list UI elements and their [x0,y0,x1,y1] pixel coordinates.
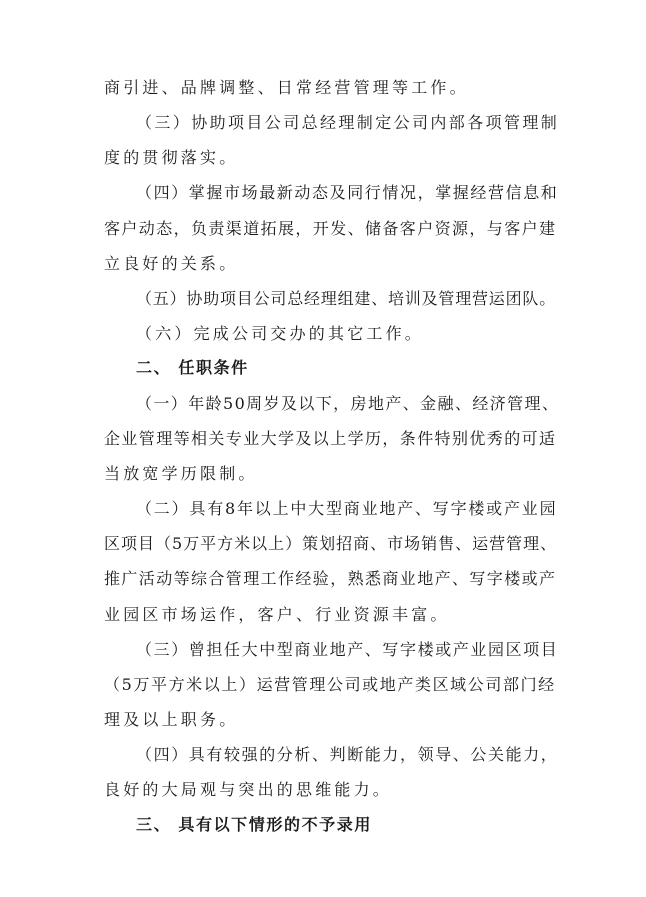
text-line: （四）具有较强的分析、判断能力，领导、公关能力， [136,745,559,764]
section-heading: 三、 具有以下情形的不予录用 [136,815,372,834]
text-line: （二）具有8年以上中大型商业地产、写字楼或产业园 [136,499,558,518]
text-line: 立良好的关系。 [104,254,239,273]
text-line: 区项目（5万平方米以上）策划招商、市场销售、运营管理、 [104,534,558,553]
text-line: 度的贯彻落实。 [104,148,239,167]
text-line: 企业管理等相关专业大学及以上学历，条件特别优秀的可适 [104,429,557,448]
text-line: （三）协助项目公司总经理制定公司内部各项管理制 [136,113,560,132]
text-line: （三）曾担任大中型商业地产、写字楼或产业园区项目 [136,640,559,659]
text-line: （一）年龄50周岁及以下，房地产、金融、经济管理、 [136,394,560,413]
text-line: （五）协助项目公司总经理组建、培训及管理营运团队。 [136,289,557,308]
text-line: （六）完成公司交办的其它工作。 [136,324,425,343]
text-line: 客户动态，负责渠道拓展，开发、储备客户资源，与客户建 [104,219,557,238]
section-heading: 二、 任职条件 [136,358,249,377]
text-line: （四）掌握市场最新动态及同行情况，掌握经营信息和 [136,183,559,202]
text-line: （5万平方米以上）运营管理公司或地产类区域公司部门经 [104,675,556,694]
text-line: 商引进、品牌调整、日常经营管理等工作。 [104,78,469,97]
text-line: 业园区市场运作，客户、行业资源丰富。 [104,605,450,624]
text-line: 推广活动等综合管理工作经验，熟悉商业地产、写字楼或产 [104,569,557,588]
text-line: 当放宽学历限制。 [104,464,258,483]
text-line: 理及以上职务。 [104,710,239,729]
text-line: 良好的大局观与突出的思维能力。 [104,780,393,799]
